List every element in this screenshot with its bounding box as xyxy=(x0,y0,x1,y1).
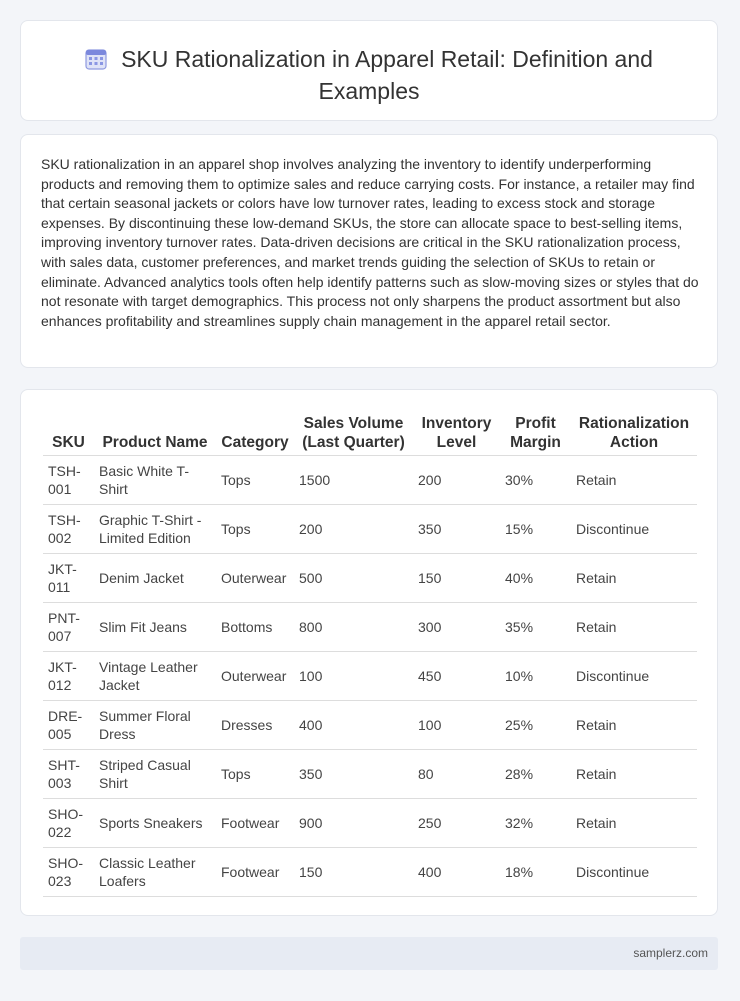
sales-volume-cell: 350 xyxy=(294,750,413,799)
sales-volume-cell: 500 xyxy=(294,554,413,603)
category-cell: Footwear xyxy=(216,848,294,897)
sku-cell: SHO-023 xyxy=(43,848,94,897)
profit-margin-cell: 28% xyxy=(500,750,571,799)
action-cell: Discontinue xyxy=(571,505,697,554)
profit-margin-cell: 25% xyxy=(500,701,571,750)
header-profit-margin: Profit Margin xyxy=(500,412,571,456)
category-cell: Tops xyxy=(216,750,294,799)
category-cell: Outerwear xyxy=(216,554,294,603)
inventory-level-cell: 100 xyxy=(413,701,500,750)
product-name-cell: Vintage Leather Jacket xyxy=(94,652,216,701)
category-cell: Tops xyxy=(216,456,294,505)
profit-margin-cell: 35% xyxy=(500,603,571,652)
sales-volume-cell: 900 xyxy=(294,799,413,848)
inventory-level-cell: 80 xyxy=(413,750,500,799)
header-card xyxy=(20,20,718,121)
table-card xyxy=(20,389,718,916)
table-row xyxy=(43,750,697,799)
header-sku: SKU xyxy=(43,412,94,456)
table-row xyxy=(43,652,697,701)
action-cell: Retain xyxy=(571,750,697,799)
product-name-cell: Summer Floral Dress xyxy=(94,701,216,750)
product-name-cell: Denim Jacket xyxy=(94,554,216,603)
inventory-level-cell: 350 xyxy=(413,505,500,554)
product-name-cell: Classic Leather Loafers xyxy=(94,848,216,897)
header-product-name: Product Name xyxy=(94,412,216,456)
header-sales-volume: Sales Volume (Last Quarter) xyxy=(294,412,413,456)
header-inventory-level: Inventory Level xyxy=(413,412,500,456)
table-row xyxy=(43,554,697,603)
sku-cell: TSH-001 xyxy=(43,456,94,505)
action-cell: Discontinue xyxy=(571,652,697,701)
calendar-icon xyxy=(85,48,107,77)
action-cell: Retain xyxy=(571,554,697,603)
action-cell: Retain xyxy=(571,456,697,505)
header-category: Category xyxy=(216,412,294,456)
product-name-cell: Slim Fit Jeans xyxy=(94,603,216,652)
inventory-level-cell: 450 xyxy=(413,652,500,701)
sku-cell: SHO-022 xyxy=(43,799,94,848)
product-name-cell: Striped Casual Shirt xyxy=(94,750,216,799)
inventory-level-cell: 150 xyxy=(413,554,500,603)
action-cell: Retain xyxy=(571,603,697,652)
category-cell: Bottoms xyxy=(216,603,294,652)
sales-volume-cell: 400 xyxy=(294,701,413,750)
footer-site-link[interactable]: samplerz.com xyxy=(633,946,708,960)
table-row xyxy=(43,799,697,848)
action-cell: Retain xyxy=(571,799,697,848)
inventory-level-cell: 250 xyxy=(413,799,500,848)
inventory-level-cell: 400 xyxy=(413,848,500,897)
inventory-level-cell: 200 xyxy=(413,456,500,505)
page-title xyxy=(61,45,677,106)
action-cell: Retain xyxy=(571,701,697,750)
table-row xyxy=(43,603,697,652)
sku-table xyxy=(43,412,697,897)
table-row xyxy=(43,701,697,750)
sku-cell: SHT-003 xyxy=(43,750,94,799)
profit-margin-cell: 32% xyxy=(500,799,571,848)
footer xyxy=(20,937,718,970)
category-cell: Dresses xyxy=(216,701,294,750)
product-name-cell: Graphic T-Shirt - Limited Edition xyxy=(94,505,216,554)
profit-margin-cell: 40% xyxy=(500,554,571,603)
profit-margin-cell: 18% xyxy=(500,848,571,897)
intro-paragraph: SKU rationalization in an apparel shop involves analyzing the inventory to identify underperforming products and removing them to optimize sales and reduce carrying costs. For instance, a retailer may find that certain seasonal jackets or colors have low turnover rates, leading to excess stock and storage expenses. By discontinuing these low-demand SKUs, the store can allocate space to best-selling items, improving inventory turnover rates. Data-driven decisions are critical in the SKU rationalization process, with sales data, customer preferences, and market trends guiding the selection of SKUs to retain or eliminate. Advanced analytics tools often help identify patterns such as slow-moving sizes or styles that do not resonate with target demographics. This process not only sharpens the product assortment but also enhances profitability and streamlines supply chain management in the apparel retail sector. xyxy=(41,156,699,329)
table-row xyxy=(43,456,697,505)
table-row xyxy=(43,505,697,554)
product-name-cell: Basic White T-Shirt xyxy=(94,456,216,505)
action-cell: Discontinue xyxy=(571,848,697,897)
sales-volume-cell: 200 xyxy=(294,505,413,554)
category-cell: Tops xyxy=(216,505,294,554)
profit-margin-cell: 10% xyxy=(500,652,571,701)
sales-volume-cell: 1500 xyxy=(294,456,413,505)
category-cell: Footwear xyxy=(216,799,294,848)
profit-margin-cell: 15% xyxy=(500,505,571,554)
inventory-level-cell: 300 xyxy=(413,603,500,652)
intro-card xyxy=(20,134,718,368)
header-rationalization-action: Rationalization Action xyxy=(571,412,697,456)
table-row xyxy=(43,848,697,897)
category-cell: Outerwear xyxy=(216,652,294,701)
sku-cell: DRE-005 xyxy=(43,701,94,750)
product-name-cell: Sports Sneakers xyxy=(94,799,216,848)
sku-cell: JKT-011 xyxy=(43,554,94,603)
sales-volume-cell: 150 xyxy=(294,848,413,897)
sales-volume-cell: 800 xyxy=(294,603,413,652)
sku-cell: JKT-012 xyxy=(43,652,94,701)
page-title-text: SKU Rationalization in Apparel Retail: Definition and Examples xyxy=(121,46,653,104)
table-header-row xyxy=(43,412,697,456)
profit-margin-cell: 30% xyxy=(500,456,571,505)
sku-cell: TSH-002 xyxy=(43,505,94,554)
sku-cell: PNT-007 xyxy=(43,603,94,652)
sales-volume-cell: 100 xyxy=(294,652,413,701)
